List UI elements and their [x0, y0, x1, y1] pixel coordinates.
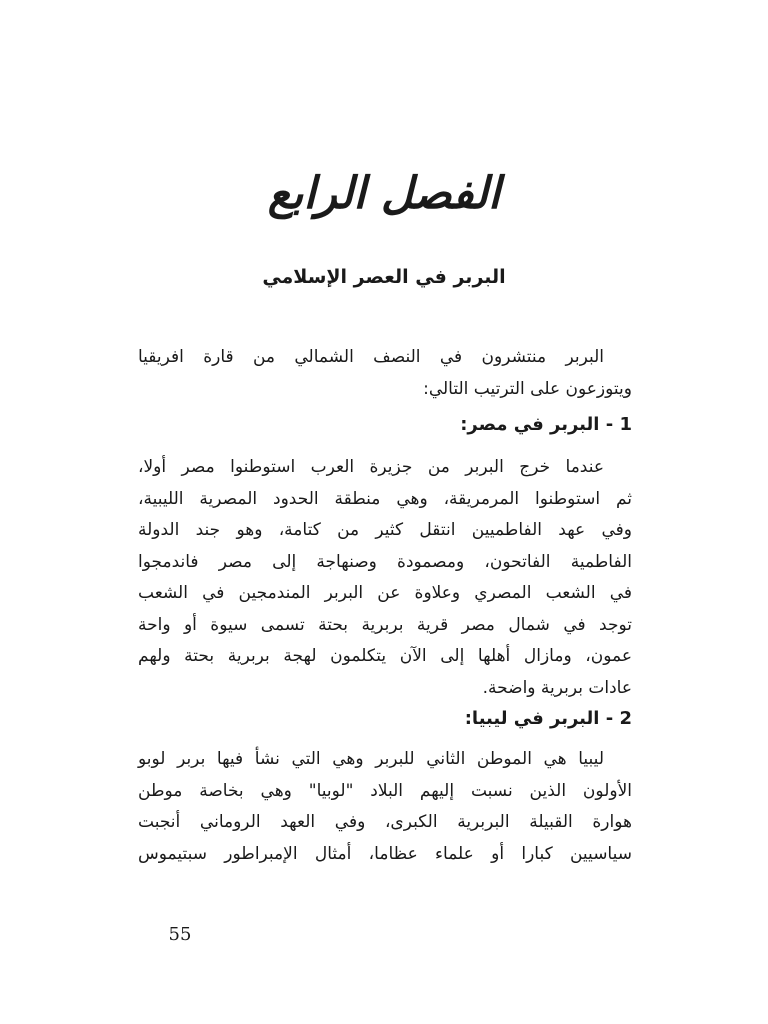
paragraph-libya [138, 744, 632, 870]
paragraph-line: البربر منتشرون في النصف الشمالي من قارة افريقيا [138, 347, 604, 367]
paragraph-line: في الشعب المصري وعلاوة عن البربر المندمجين في الشعب [138, 583, 632, 603]
paragraph-line: هوارة القبيلة البربرية الكبرى، وفي العهد الروماني أنجبت [138, 812, 632, 832]
paragraph-line: عادات بربرية واضحة. [482, 677, 632, 698]
paragraph-egypt [138, 452, 632, 704]
chapter-title: الفصل الرابع [267, 168, 501, 219]
section-title: البربر في العصر الإسلامي [262, 266, 506, 288]
subsection-heading-libya: 2 - البربر في ليبيا: [464, 708, 632, 729]
page-number: 55 [168, 924, 192, 945]
paragraph-line: ثم استوطنوا المرمريقة، وهي منطقة الحدود المصرية الليبية، [138, 488, 632, 509]
paragraph-line: الأولون الذين نسبت إليهم البلاد "لوبيا" وهي بخاصة موطن [138, 780, 632, 801]
paragraph-line: وفي عهد الفاطميين انتقل كثير من كتامة، وهو جند الدولة [138, 520, 632, 540]
paragraph-line: عندما خرج البربر من جزيرة العرب استوطنوا مصر أولا، [138, 457, 604, 477]
paragraph-line: توجد في شمال مصر قرية بربرية بحتة تسمى سيوة أو واحة [138, 614, 632, 635]
paragraph-line: سياسيين كبارا أو علماء عظاما، أمثال الإمبراطور سبتيموس [138, 843, 632, 864]
paragraph-line: ليبيا هي الموطن الثاني للبربر وهي التي نشأ فيها بربر لوبو [138, 749, 604, 769]
subsection-heading-egypt: 1 - البربر في مصر: [460, 414, 632, 435]
paragraph-line: الفاطمية الفاتحون، ومصمودة وصنهاجة إلى مصر فاندمجوا [138, 551, 632, 572]
paragraph-line: ويتوزعون على الترتيب التالي: [423, 378, 632, 399]
intro-paragraph [138, 342, 632, 405]
paragraph-line: عمون، ومازال أهلها إلى الآن يتكلمون لهجة بربرية بحتة ولهم [138, 646, 632, 666]
